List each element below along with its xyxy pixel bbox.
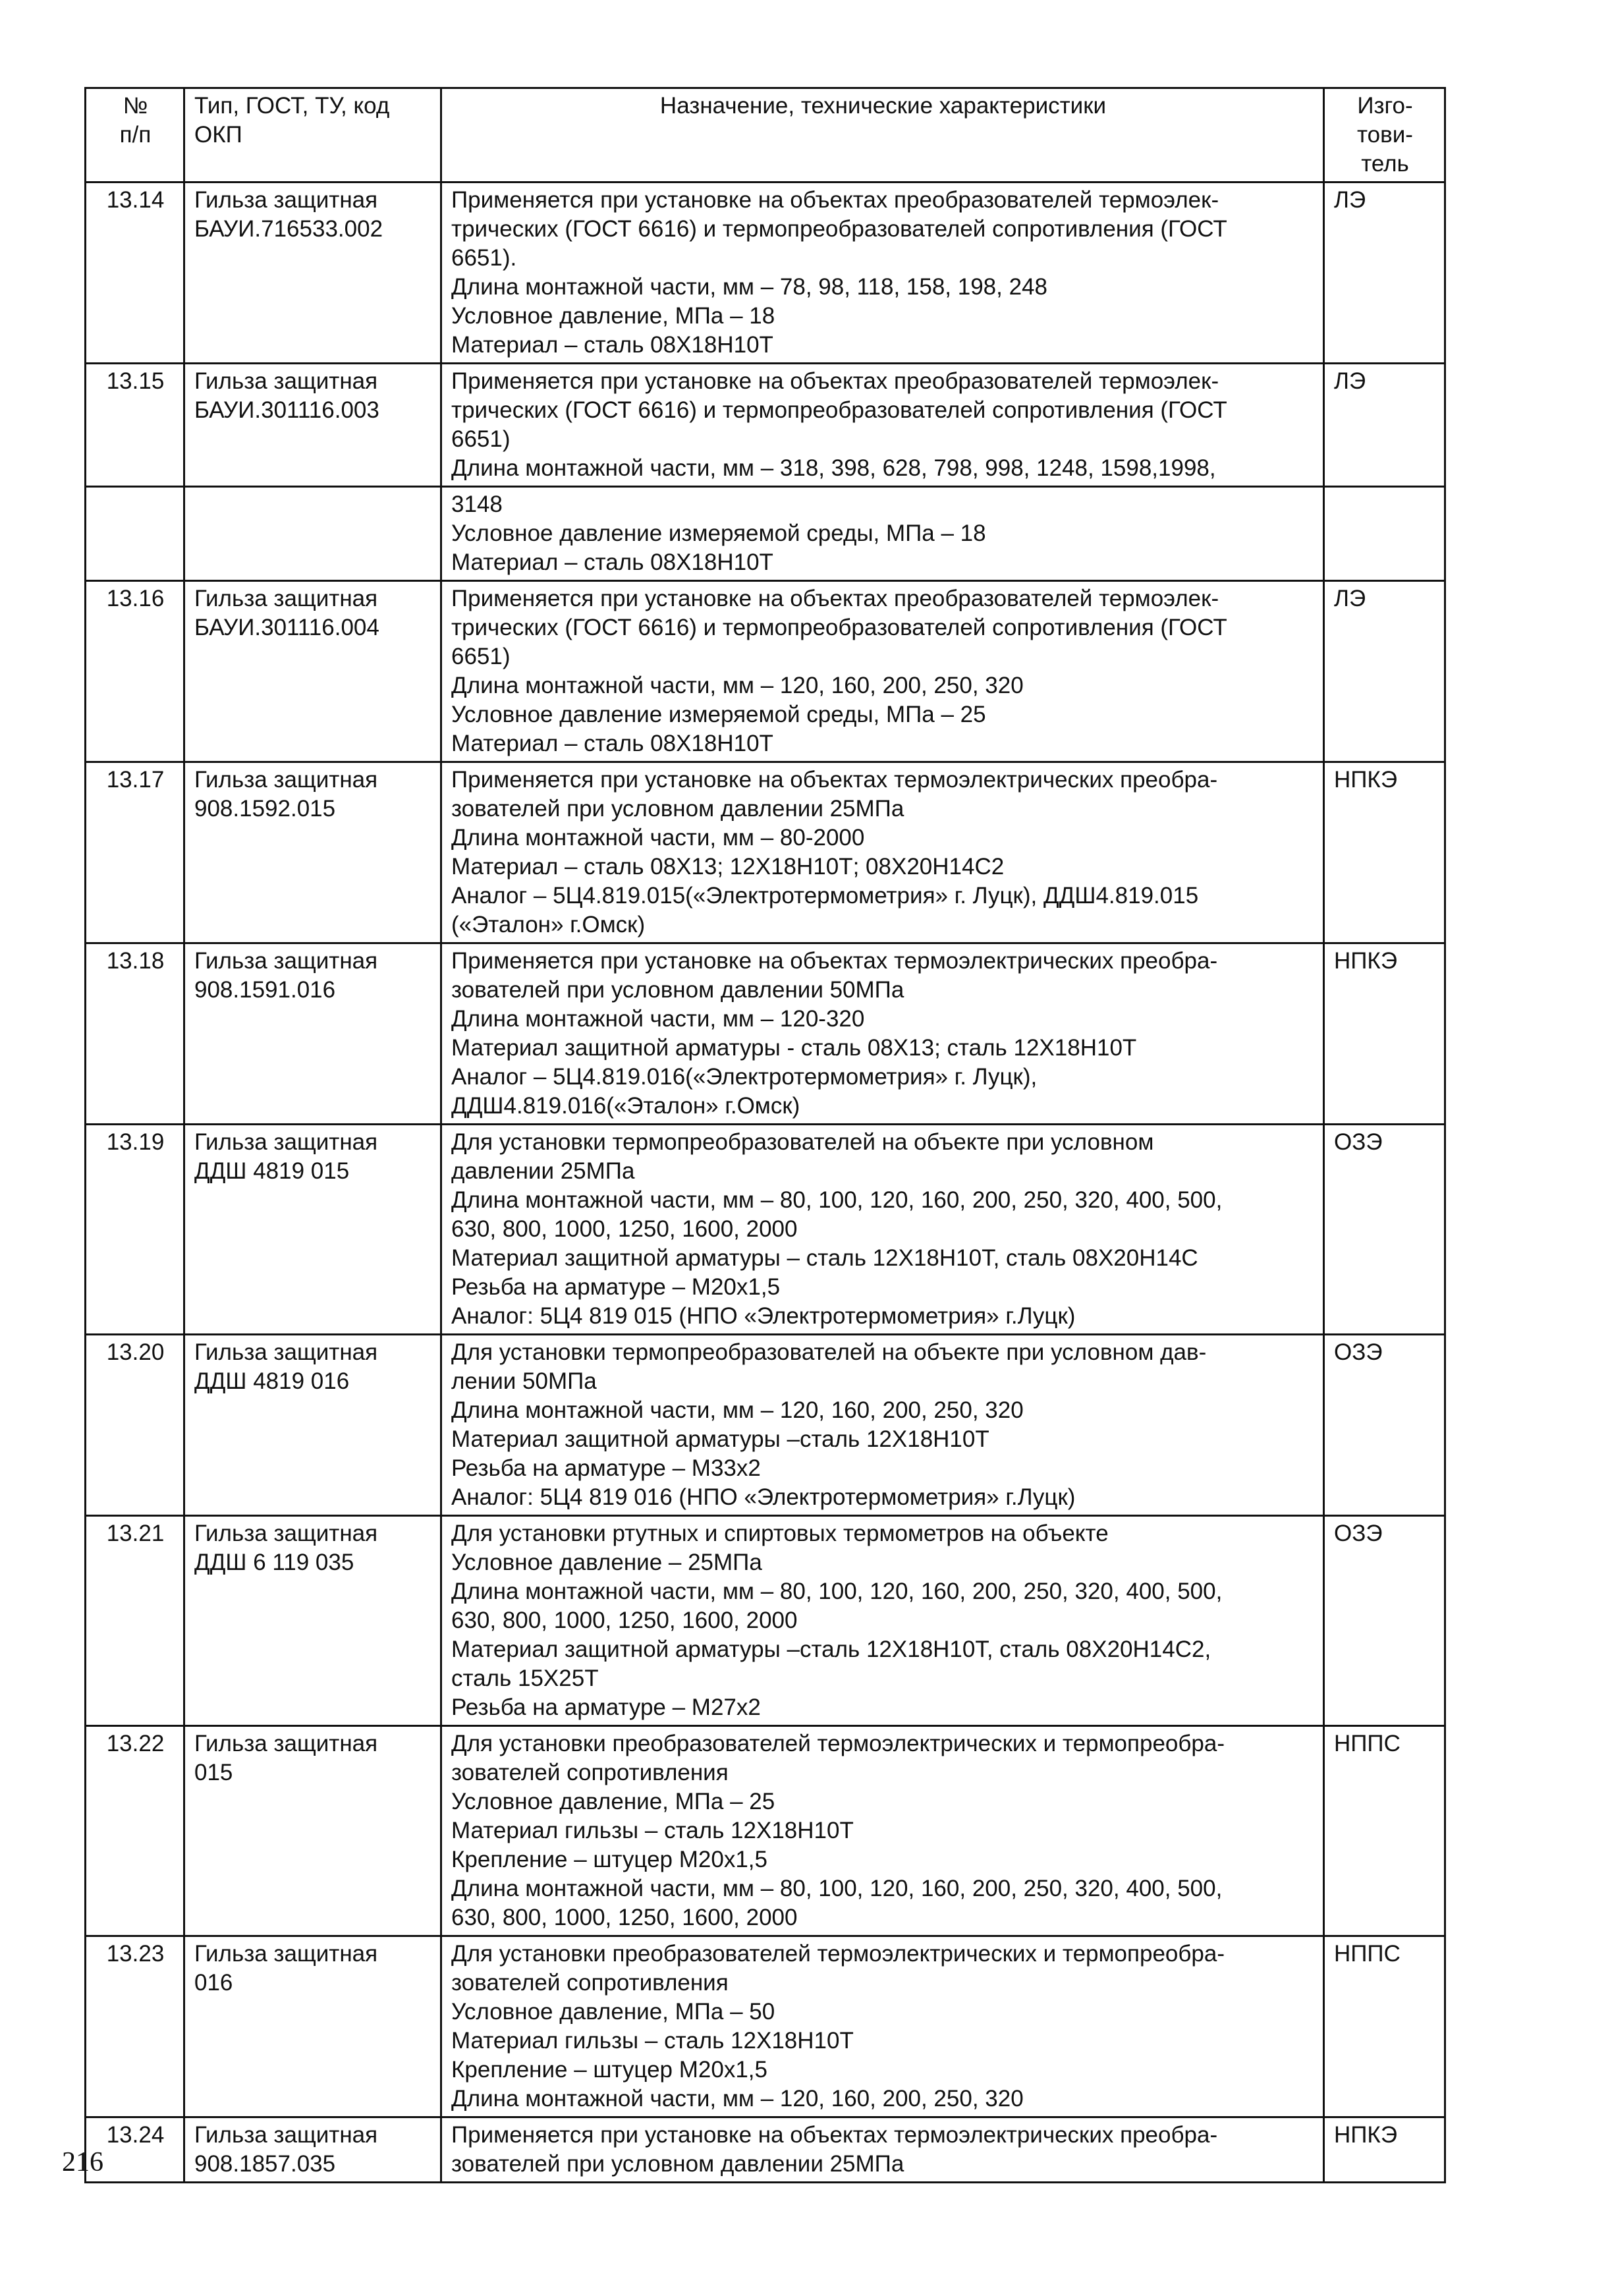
header-number-symbol: № — [123, 93, 148, 119]
description-line: Длина монтажной части, мм – 120, 160, 200, 250, 320 — [451, 673, 1024, 698]
description-line: Для установки ртутных и спиртовых термометров на объекте — [451, 1521, 1109, 1546]
description-line: Крепление – штуцер М20х1,5 — [451, 1847, 767, 1872]
description-line: Материал – сталь 08Х13; 12Х18Н10Т; 08Х20Н14С2 — [451, 854, 1005, 880]
type-line: Гильза защитная — [194, 1339, 378, 1365]
type-line: БАУИ.301116.004 — [194, 615, 379, 640]
description-line: Применяется при установке на объектах термоэлектрических преобра- — [451, 948, 1218, 974]
description-line: Условное давление – 25МПа — [451, 1550, 762, 1575]
description-line: давлении 25МПа — [451, 1158, 635, 1184]
type-line: БАУИ.301116.003 — [194, 397, 379, 423]
row-description — [441, 487, 1324, 581]
row-description — [441, 2117, 1324, 2183]
table-row — [86, 2117, 1445, 2183]
description-line: ДДШ4.819.016(«Эталон» г.Омск) — [451, 1093, 800, 1119]
row-description — [441, 1516, 1324, 1726]
row-type — [184, 943, 441, 1125]
row-type — [184, 762, 441, 943]
description-line: Применяется при установке на объектах термоэлектрических преобра- — [451, 2122, 1218, 2148]
description-line: Применяется при установке на объектах преобразователей термоэлек- — [451, 368, 1219, 394]
row-type — [184, 182, 441, 364]
description-line: («Эталон» г.Омск) — [451, 912, 646, 938]
type-line: ДДШ 4819 016 — [194, 1368, 350, 1394]
row-type — [184, 1516, 441, 1726]
header-type — [184, 88, 441, 182]
description-line: Крепление – штуцер М20х1,5 — [451, 2057, 767, 2083]
table-row — [86, 1516, 1445, 1726]
row-type — [184, 1936, 441, 2117]
description-line: Аналог – 5Ц4.819.016(«Электротермометрия» г. Луцк), — [451, 1064, 1038, 1090]
row-type — [184, 364, 441, 487]
row-description — [441, 581, 1324, 762]
header-purpose — [441, 88, 1324, 182]
row-number: 13.24 — [86, 2117, 184, 2183]
row-number: 13.22 — [86, 1726, 184, 1936]
description-line: Длина монтажной части, мм – 120, 160, 200, 250, 320 — [451, 1397, 1024, 1423]
description-line: Условное давление измеряемой среды, МПа – 25 — [451, 702, 986, 727]
description-line: 6651) — [451, 426, 511, 452]
type-line: ДДШ 6 119 035 — [194, 1550, 354, 1575]
table-row — [86, 182, 1445, 364]
type-line: Гильза защитная — [194, 2122, 378, 2148]
type-line: Гильза защитная — [194, 1129, 378, 1155]
row-manufacturer — [1324, 487, 1445, 581]
row-number — [86, 487, 184, 581]
row-type — [184, 1726, 441, 1936]
row-description — [441, 943, 1324, 1125]
table-row — [86, 364, 1445, 487]
description-line: Длина монтажной части, мм – 78, 98, 118, 158, 198, 248 — [451, 274, 1047, 300]
row-manufacturer: НППС — [1324, 1936, 1445, 2117]
header-type-line2: ОКП — [194, 122, 242, 148]
table-body — [86, 182, 1445, 2183]
specification-table — [84, 87, 1446, 2183]
description-line: трических (ГОСТ 6616) и термопреобразователей сопротивления (ГОСТ — [451, 397, 1227, 423]
type-line: 908.1592.015 — [194, 796, 336, 822]
description-line: Резьба на арматуре – М33х2 — [451, 1455, 761, 1481]
description-line: Условное давление измеряемой среды, МПа – 18 — [451, 520, 986, 546]
description-line: Материал гильзы – сталь 12Х18Н10Т — [451, 2028, 854, 2054]
description-line: Условное давление, МПа – 25 — [451, 1789, 775, 1814]
row-manufacturer: ЛЭ — [1324, 182, 1445, 364]
header-maker-line3: тель — [1361, 151, 1409, 177]
description-line: Условное давление, МПа – 50 — [451, 1999, 775, 2025]
row-manufacturer: НПКЭ — [1324, 762, 1445, 943]
row-description — [441, 1936, 1324, 2117]
row-description — [441, 1726, 1324, 1936]
row-manufacturer: НПКЭ — [1324, 2117, 1445, 2183]
description-line: трических (ГОСТ 6616) и термопреобразователей сопротивления (ГОСТ — [451, 216, 1227, 242]
description-line: Применяется при установке на объектах термоэлектрических преобра- — [451, 767, 1218, 793]
description-line: сталь 15Х25Т — [451, 1666, 599, 1691]
description-line: 630, 800, 1000, 1250, 1600, 2000 — [451, 1905, 798, 1930]
description-line: Длина монтажной части, мм – 318, 398, 628, 798, 998, 1248, 1598,1998, — [451, 455, 1216, 481]
description-line: Длина монтажной части, мм – 120, 160, 200, 250, 320 — [451, 2086, 1024, 2112]
description-line: Материал гильзы – сталь 12Х18Н10Т — [451, 1818, 854, 1843]
header-maker-line1: Изго- — [1357, 93, 1413, 119]
description-line: Для установки преобразователей термоэлектрических и термопреобра- — [451, 1731, 1225, 1756]
description-line: Аналог – 5Ц4.819.015(«Электротермометрия» г. Луцк), ДДШ4.819.015 — [451, 883, 1199, 909]
header-maker-line2: тови- — [1357, 122, 1413, 148]
type-line: Гильза защитная — [194, 368, 378, 394]
type-line: Гильза защитная — [194, 1731, 378, 1756]
row-manufacturer: ОЗЭ — [1324, 1335, 1445, 1516]
description-line: лении 50МПа — [451, 1368, 597, 1394]
type-line: Гильза защитная — [194, 1521, 378, 1546]
table-row — [86, 487, 1445, 581]
type-line: 908.1591.016 — [194, 977, 336, 1003]
row-manufacturer: ОЗЭ — [1324, 1516, 1445, 1726]
description-line: Для установки преобразователей термоэлектрических и термопреобра- — [451, 1941, 1225, 1967]
row-description — [441, 762, 1324, 943]
description-line: Длина монтажной части, мм – 120-320 — [451, 1006, 865, 1032]
table-row — [86, 1335, 1445, 1516]
description-line: зователей при условном давлении 50МПа — [451, 977, 904, 1003]
type-line: 908.1857.035 — [194, 2151, 336, 2177]
table-row — [86, 943, 1445, 1125]
description-line: Материал – сталь 08Х18Н10Т — [451, 731, 773, 756]
row-number: 13.16 — [86, 581, 184, 762]
header-purpose-label: Назначение, технические характеристики — [659, 93, 1107, 119]
type-line: Гильза защитная — [194, 187, 378, 213]
row-description — [441, 1335, 1324, 1516]
type-line: ДДШ 4819 015 — [194, 1158, 350, 1184]
table-row — [86, 1726, 1445, 1936]
description-line: Длина монтажной части, мм – 80-2000 — [451, 825, 865, 851]
description-line: Резьба на арматуре – М27х2 — [451, 1694, 761, 1720]
row-manufacturer: ЛЭ — [1324, 364, 1445, 487]
row-type — [184, 487, 441, 581]
description-line: Аналог: 5Ц4 819 015 (НПО «Электротермометрия» г.Луцк) — [451, 1303, 1076, 1329]
header-number-abbrev: п/п — [119, 122, 152, 148]
description-line: Для установки термопреобразователей на объекте при условном — [451, 1129, 1154, 1155]
page-number: 216 — [62, 2147, 103, 2177]
description-line: Резьба на арматуре – М20х1,5 — [451, 1274, 781, 1300]
row-number: 13.20 — [86, 1335, 184, 1516]
row-number: 13.23 — [86, 1936, 184, 2117]
row-number: 13.15 — [86, 364, 184, 487]
description-line: Длина монтажной части, мм – 80, 100, 120, 160, 200, 250, 320, 400, 500, — [451, 1579, 1223, 1604]
description-line: Аналог: 5Ц4 819 016 (НПО «Электротермометрия» г.Луцк) — [451, 1484, 1076, 1510]
row-type — [184, 1335, 441, 1516]
description-line: зователей при условном давлении 25МПа — [451, 2151, 904, 2177]
table-row — [86, 1936, 1445, 2117]
header-maker — [1324, 88, 1445, 182]
header-number — [86, 88, 184, 182]
row-manufacturer: НПКЭ — [1324, 943, 1445, 1125]
description-line: Применяется при установке на объектах преобразователей термоэлек- — [451, 586, 1219, 611]
type-line: Гильза защитная — [194, 586, 378, 611]
description-line: 6651) — [451, 644, 511, 669]
type-line: Гильза защитная — [194, 1941, 378, 1967]
table-row — [86, 762, 1445, 943]
header-type-line1: Тип, ГОСТ, ТУ, код — [194, 93, 390, 119]
description-line: Материал – сталь 08Х18Н10Т — [451, 332, 773, 358]
row-description — [441, 182, 1324, 364]
row-number: 13.17 — [86, 762, 184, 943]
row-description — [441, 364, 1324, 487]
row-manufacturer: ОЗЭ — [1324, 1125, 1445, 1335]
description-line: Длина монтажной части, мм – 80, 100, 120, 160, 200, 250, 320, 400, 500, — [451, 1876, 1223, 1901]
description-line: трических (ГОСТ 6616) и термопреобразователей сопротивления (ГОСТ — [451, 615, 1227, 640]
row-number: 13.21 — [86, 1516, 184, 1726]
description-line: зователей сопротивления — [451, 1970, 729, 1996]
table-row — [86, 1125, 1445, 1335]
description-line: Материал защитной арматуры –сталь 12Х18Н10Т, сталь 08Х20Н14С2, — [451, 1637, 1211, 1662]
row-manufacturer: НППС — [1324, 1726, 1445, 1936]
type-line: 015 — [194, 1760, 233, 1785]
type-line: Гильза защитная — [194, 948, 378, 974]
table-row — [86, 581, 1445, 762]
description-line: зователей сопротивления — [451, 1760, 729, 1785]
description-line: Материал защитной арматуры - сталь 08Х13; сталь 12Х18Н10Т — [451, 1035, 1137, 1061]
row-type — [184, 2117, 441, 2183]
row-type — [184, 1125, 441, 1335]
description-line: 630, 800, 1000, 1250, 1600, 2000 — [451, 1216, 798, 1242]
row-type — [184, 581, 441, 762]
table-header-row — [86, 88, 1445, 182]
description-line: 630, 800, 1000, 1250, 1600, 2000 — [451, 1608, 798, 1633]
description-line: Материал защитной арматуры – сталь 12Х18Н10Т, сталь 08Х20Н14С — [451, 1245, 1198, 1271]
description-line: Материал – сталь 08Х18Н10Т — [451, 549, 773, 575]
description-line: Применяется при установке на объектах преобразователей термоэлек- — [451, 187, 1219, 213]
type-line: Гильза защитная — [194, 767, 378, 793]
type-line: БАУИ.716533.002 — [194, 216, 383, 242]
row-description — [441, 1125, 1324, 1335]
description-line: зователей при условном давлении 25МПа — [451, 796, 904, 822]
description-line: Для установки термопреобразователей на объекте при условном дав- — [451, 1339, 1207, 1365]
description-line: 3148 — [451, 491, 503, 517]
description-line: Условное давление, МПа – 18 — [451, 303, 775, 329]
type-line: 016 — [194, 1970, 233, 1996]
description-line: Материал защитной арматуры –сталь 12Х18Н10Т — [451, 1426, 989, 1452]
description-line: Длина монтажной части, мм – 80, 100, 120, 160, 200, 250, 320, 400, 500, — [451, 1187, 1223, 1213]
row-number: 13.19 — [86, 1125, 184, 1335]
row-number: 13.18 — [86, 943, 184, 1125]
row-manufacturer: ЛЭ — [1324, 581, 1445, 762]
description-line: 6651). — [451, 245, 517, 271]
row-number: 13.14 — [86, 182, 184, 364]
